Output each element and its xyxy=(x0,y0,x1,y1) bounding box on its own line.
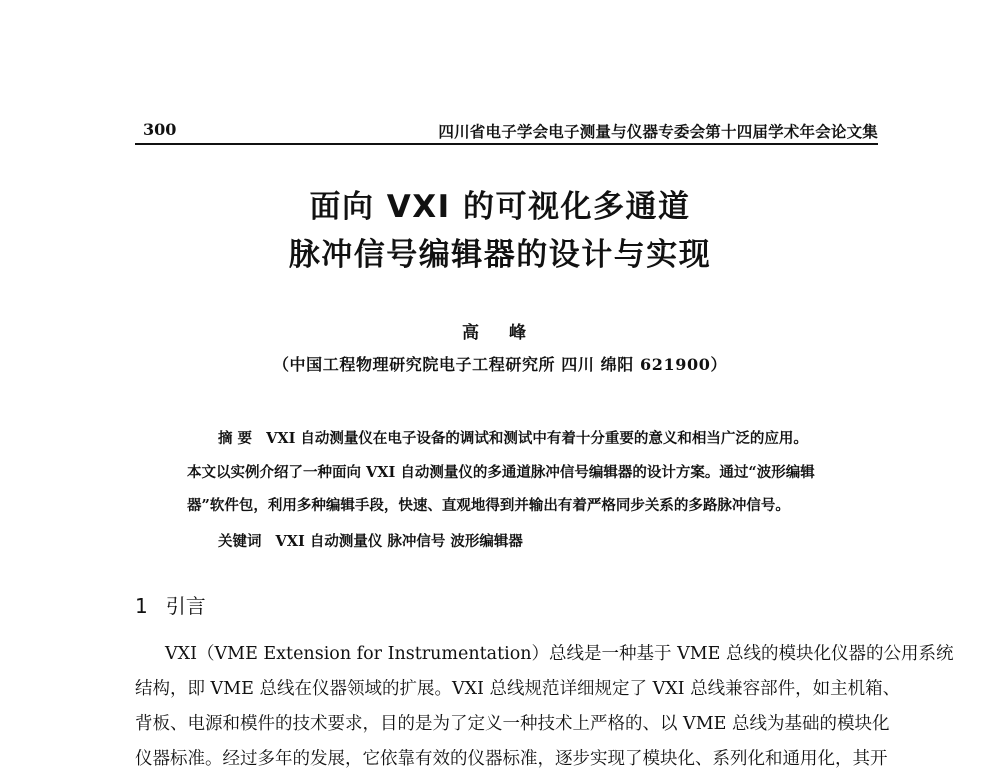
keywords-label: 关键词 xyxy=(218,533,262,550)
body-line-3: 背板、电源和模件的技术要求，目的是为了定义一种技术上严格的、以 VME 总线为基础的模块化 xyxy=(135,714,890,734)
running-title: 四川省电子学会电子测量与仪器专委会第十四届学术年会论文集 xyxy=(438,122,878,141)
paper-title-line-1: 面向 VXI 的可视化多通道 xyxy=(309,189,691,225)
abstract-text-1: VXI 自动测量仪在电子设备的调试和测试中有着十分重要的意义和相当广泛的应用。 xyxy=(266,430,808,447)
body-line-2: 结构，即 VME 总线在仪器领域的扩展。VXI 总线规范详细规定了 VXI 总线兼容部件，如主机箱、 xyxy=(135,679,901,699)
author-affiliation: （中国工程物理研究院电子工程研究所 四川 绵阳 621900） xyxy=(272,355,728,374)
keywords-text: VXI 自动测量仪 脉冲信号 波形编辑器 xyxy=(275,533,523,550)
abstract-line-3: 器”软件包，利用多种编辑手段，快速、直观地得到并输出有着严格同步关系的多路脉冲信号。 xyxy=(187,497,790,514)
section-heading xyxy=(135,590,206,619)
abstract-label: 摘 要 xyxy=(218,430,253,447)
section-title: 引言 xyxy=(165,594,206,618)
abstract-line-2: 本文以实例介绍了一种面向 VXI 自动测量仪的多通道脉冲信号编辑器的设计方案。通过“波形编辑 xyxy=(187,464,815,481)
page-number: 300 xyxy=(143,120,177,139)
page-header xyxy=(135,120,878,142)
header-rule xyxy=(135,143,878,145)
paper-title-line-2: 脉冲信号编辑器的设计与实现 xyxy=(288,237,712,273)
body-line-4: 仪器标准。经过多年的发展，它依靠有效的仪器标准，逐步实现了模块化、系列化和通用化，其开 xyxy=(135,749,888,769)
keywords-line xyxy=(218,530,523,551)
body-line-1: VXI（VME Extension for Instrumentation）总线是一种基于 VME 总线的模块化仪器的公用系统 xyxy=(165,644,954,664)
author-name: 高 峰 xyxy=(462,323,538,343)
section-number: 1 xyxy=(135,594,148,618)
abstract-line-1 xyxy=(218,427,808,448)
